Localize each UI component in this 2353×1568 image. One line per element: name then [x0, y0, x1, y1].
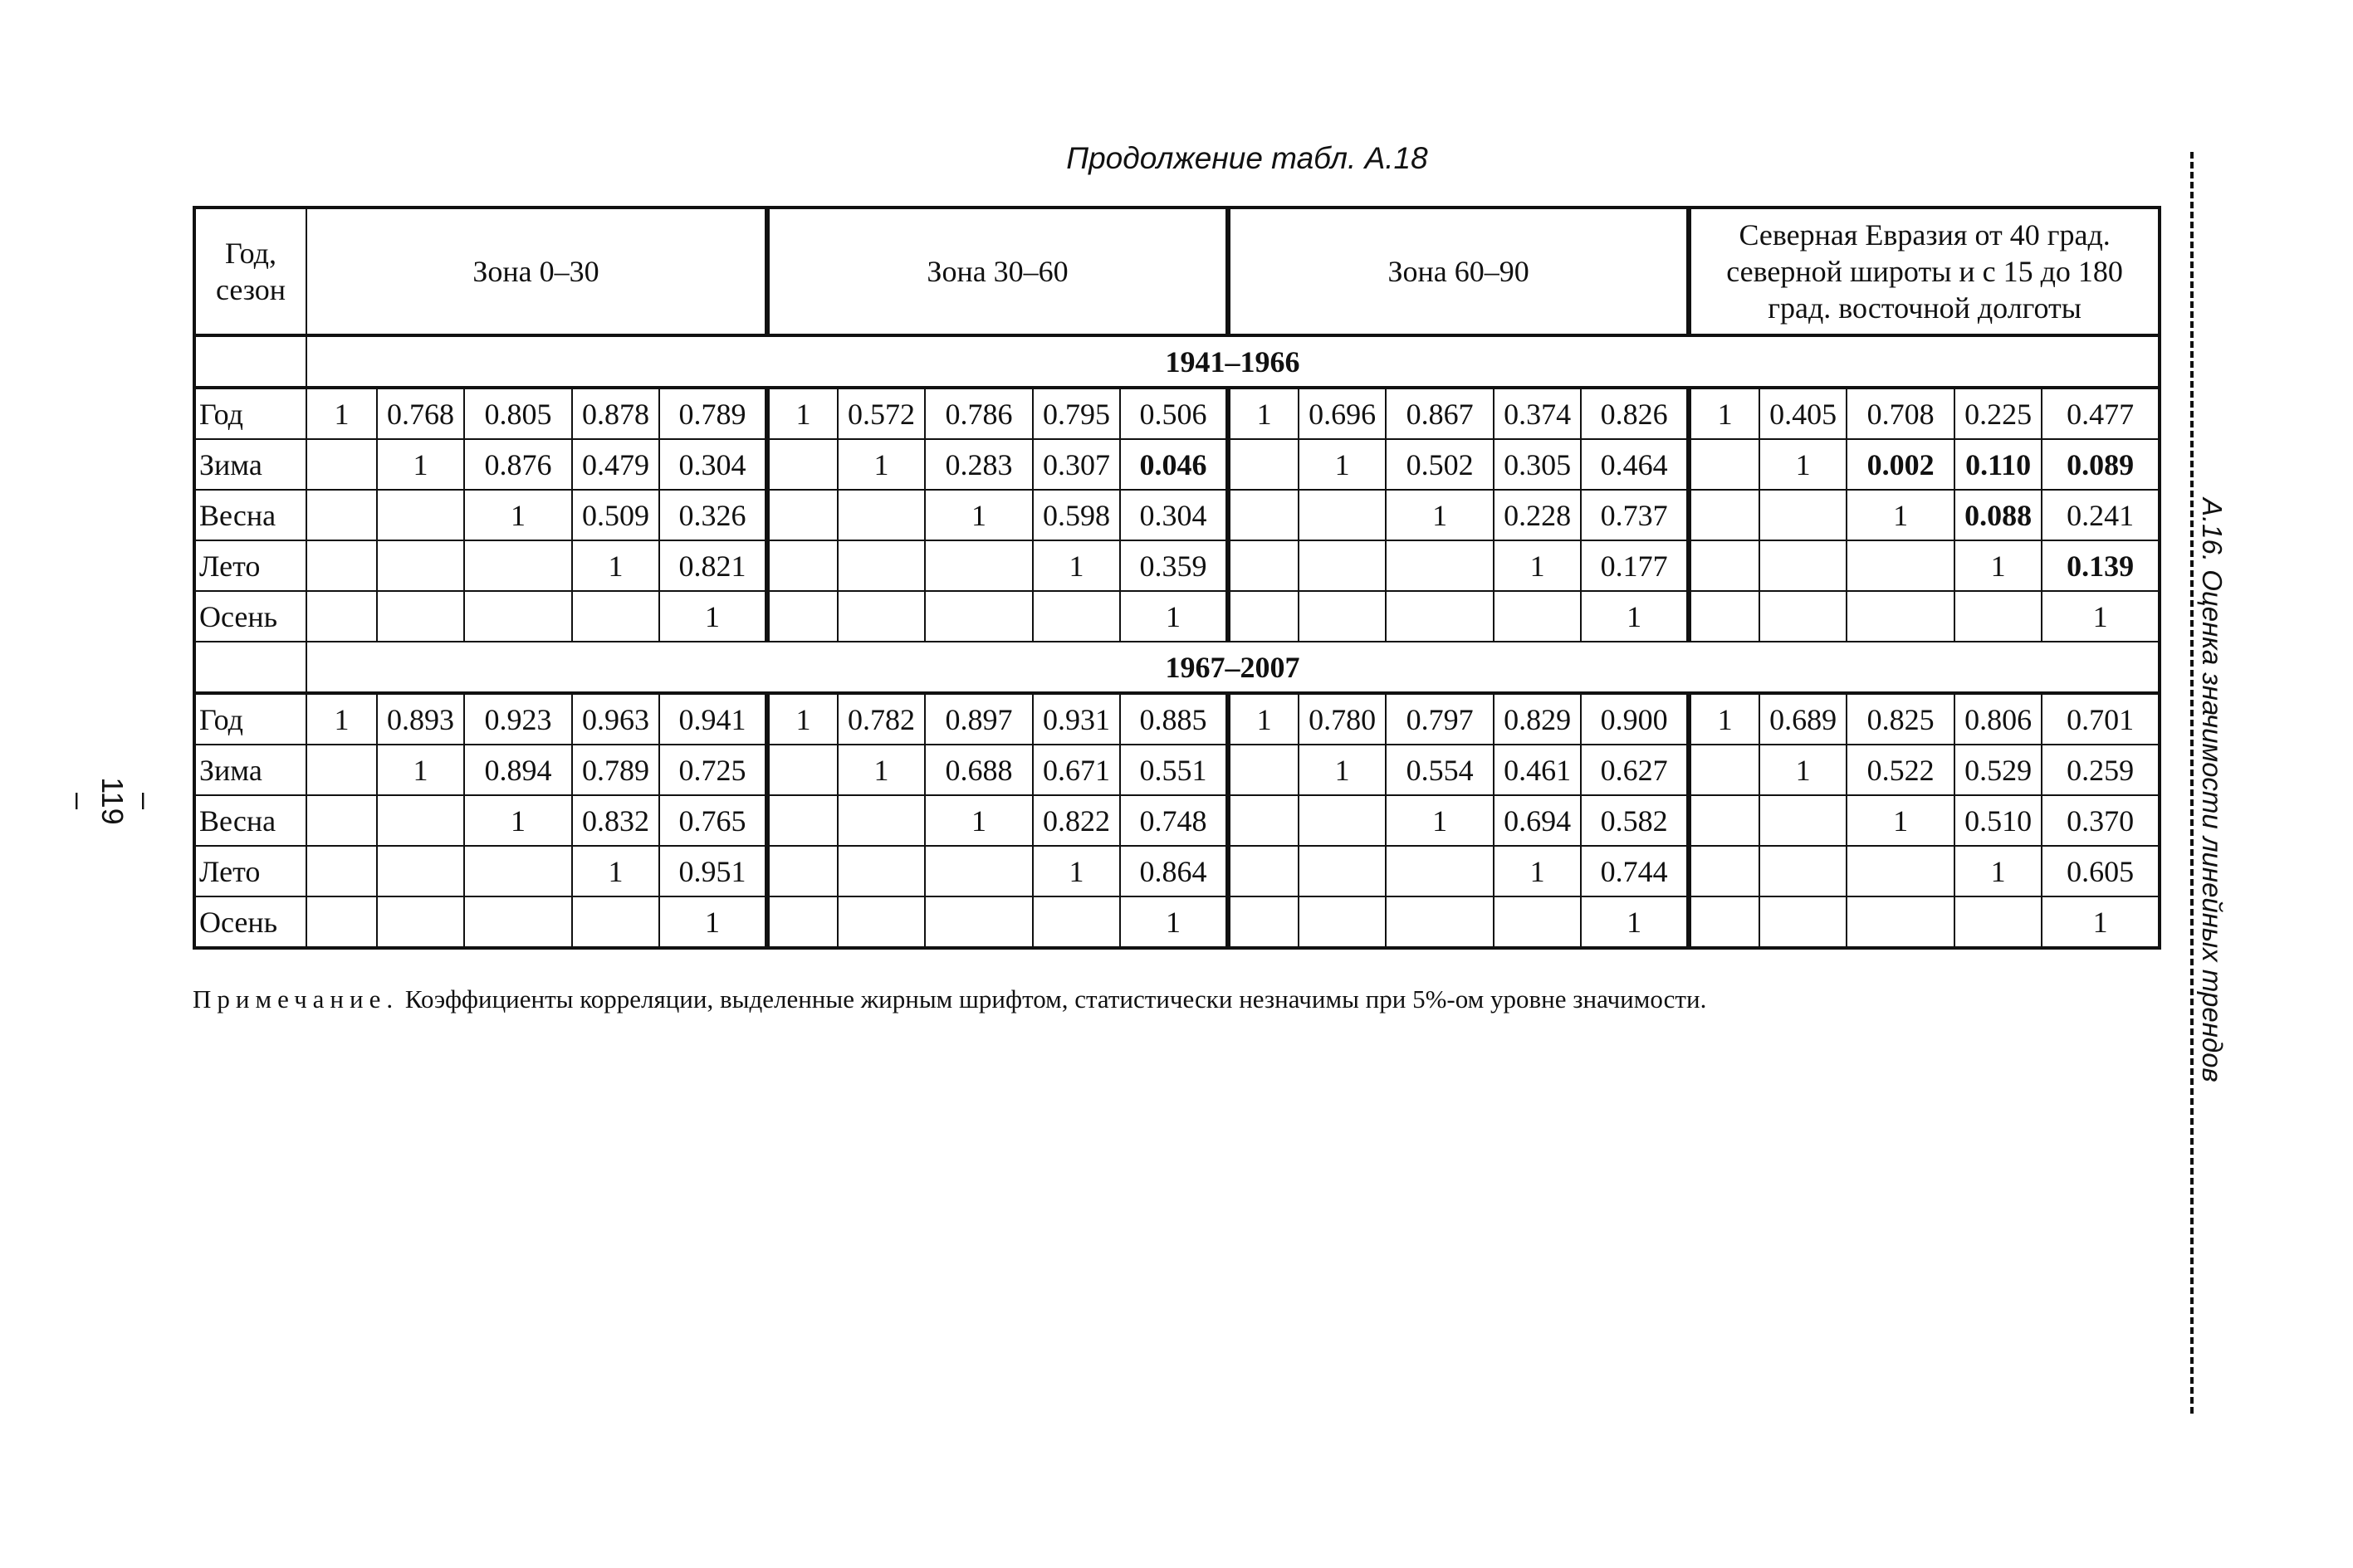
table-row	[194, 490, 2160, 540]
value-cell: 0.307	[1033, 439, 1120, 490]
value-cell	[306, 745, 377, 795]
period-label: 1967–2007	[306, 642, 2160, 693]
value-cell: 1	[306, 388, 377, 439]
value-cell: 1	[1033, 846, 1120, 896]
value-cell: 0.225	[1954, 388, 2042, 439]
value-cell	[767, 490, 838, 540]
value-cell: 0.509	[572, 490, 659, 540]
value-cell	[377, 490, 464, 540]
value-cell: 0.725	[659, 745, 767, 795]
value-cell: 0.522	[1847, 745, 1954, 795]
value-cell: 1	[1759, 745, 1847, 795]
value-cell: 1	[1120, 896, 1228, 948]
correlation-table	[193, 206, 2161, 950]
table-row	[194, 795, 2160, 846]
value-cell	[1299, 795, 1386, 846]
value-cell: 1	[306, 693, 377, 745]
value-cell	[1689, 490, 1759, 540]
value-cell	[464, 896, 572, 948]
zone-header-60-90: Зона 60–90	[1228, 208, 1689, 335]
value-cell	[767, 439, 838, 490]
value-cell: 0.805	[464, 388, 572, 439]
value-cell: 1	[1386, 795, 1494, 846]
value-cell: 0.822	[1033, 795, 1120, 846]
value-cell: 0.821	[659, 540, 767, 591]
value-cell: 0.477	[2042, 388, 2160, 439]
value-cell: 0.304	[1120, 490, 1228, 540]
value-cell	[767, 795, 838, 846]
value-cell	[464, 591, 572, 642]
value-cell: 1	[1386, 490, 1494, 540]
page-number: – 119 –	[62, 777, 163, 825]
value-cell	[306, 896, 377, 948]
value-cell: 0.374	[1494, 388, 1581, 439]
value-cell: 0.893	[377, 693, 464, 745]
value-cell: 0.688	[925, 745, 1033, 795]
period-row	[194, 335, 2160, 388]
value-cell: 1	[1689, 388, 1759, 439]
value-cell: 1	[1228, 693, 1299, 745]
value-cell: 0.894	[464, 745, 572, 795]
value-cell	[1386, 896, 1494, 948]
value-cell: 1	[659, 896, 767, 948]
zone-header-north-eurasia: Северная Евразия от 40 град. северной широты и с 15 до 180 град. восточной долготы	[1689, 208, 2160, 335]
value-cell: 0.829	[1494, 693, 1581, 745]
value-cell	[1689, 439, 1759, 490]
value-cell	[572, 896, 659, 948]
value-cell: 0.502	[1386, 439, 1494, 490]
value-cell: 0.941	[659, 693, 767, 745]
value-cell	[838, 591, 925, 642]
value-cell: 0.510	[1954, 795, 2042, 846]
value-cell	[767, 591, 838, 642]
season-cell: Лето	[194, 540, 306, 591]
value-cell: 0.598	[1033, 490, 1120, 540]
value-cell: 0.110	[1954, 439, 2042, 490]
value-cell	[1299, 846, 1386, 896]
table-row	[194, 693, 2160, 745]
value-cell: 0.876	[464, 439, 572, 490]
page-cut-line	[2190, 152, 2194, 1414]
value-cell: 0.529	[1954, 745, 2042, 795]
value-cell	[1228, 745, 1299, 795]
value-cell: 1	[572, 540, 659, 591]
value-cell	[1228, 490, 1299, 540]
value-cell: 1	[1299, 439, 1386, 490]
value-cell	[1847, 896, 1954, 948]
value-cell: 1	[1847, 795, 1954, 846]
table-row	[194, 896, 2160, 948]
value-cell: 0.089	[2042, 439, 2160, 490]
value-cell	[838, 490, 925, 540]
value-cell: 0.832	[572, 795, 659, 846]
value-cell: 1	[659, 591, 767, 642]
value-cell	[1759, 490, 1847, 540]
value-cell: 0.931	[1033, 693, 1120, 745]
period-blank-cell	[194, 642, 306, 693]
value-cell: 1	[1954, 540, 2042, 591]
value-cell: 0.464	[1581, 439, 1689, 490]
value-cell	[1033, 591, 1120, 642]
value-cell	[1847, 846, 1954, 896]
season-cell: Зима	[194, 439, 306, 490]
value-cell: 0.786	[925, 388, 1033, 439]
value-cell: 0.241	[2042, 490, 2160, 540]
value-cell	[1228, 795, 1299, 846]
value-cell: 0.825	[1847, 693, 1954, 745]
value-cell: 0.797	[1386, 693, 1494, 745]
value-cell: 1	[1228, 388, 1299, 439]
table-row	[194, 745, 2160, 795]
note-text: Коэффициенты корреляции, выделенные жирным шрифтом, статистически незначимы при 5%-ом уровне значимости.	[399, 984, 1707, 1014]
value-cell	[838, 795, 925, 846]
value-cell: 0.951	[659, 846, 767, 896]
value-cell	[1847, 591, 1954, 642]
value-cell	[767, 846, 838, 896]
table-note	[193, 984, 1706, 1014]
value-cell	[1759, 896, 1847, 948]
value-cell: 1	[1581, 591, 1689, 642]
value-cell	[925, 591, 1033, 642]
value-cell: 0.789	[659, 388, 767, 439]
value-cell	[1954, 896, 2042, 948]
value-cell	[838, 540, 925, 591]
value-cell: 1	[925, 490, 1033, 540]
value-cell: 1	[1494, 846, 1581, 896]
value-cell	[1299, 591, 1386, 642]
table-row	[194, 591, 2160, 642]
value-cell: 1	[2042, 591, 2160, 642]
period-blank-cell	[194, 335, 306, 388]
value-cell: 0.671	[1033, 745, 1120, 795]
value-cell	[1689, 540, 1759, 591]
value-cell	[1228, 439, 1299, 490]
value-cell	[1759, 846, 1847, 896]
value-cell	[1689, 846, 1759, 896]
table-row	[194, 388, 2160, 439]
value-cell	[1759, 540, 1847, 591]
value-cell	[377, 846, 464, 896]
value-cell	[1759, 795, 1847, 846]
period-label: 1941–1966	[306, 335, 2160, 388]
value-cell: 0.572	[838, 388, 925, 439]
value-cell: 0.228	[1494, 490, 1581, 540]
value-cell: 0.867	[1386, 388, 1494, 439]
value-cell: 1	[1120, 591, 1228, 642]
table-row	[194, 846, 2160, 896]
season-cell: Лето	[194, 846, 306, 896]
value-cell	[838, 846, 925, 896]
value-cell	[925, 846, 1033, 896]
value-cell	[1759, 591, 1847, 642]
season-cell: Осень	[194, 896, 306, 948]
value-cell: 1	[464, 795, 572, 846]
value-cell	[767, 745, 838, 795]
value-cell: 0.748	[1120, 795, 1228, 846]
value-cell	[1386, 591, 1494, 642]
value-cell: 0.370	[2042, 795, 2160, 846]
value-cell	[1689, 745, 1759, 795]
value-cell: 0.923	[464, 693, 572, 745]
value-cell	[1228, 896, 1299, 948]
value-cell: 0.795	[1033, 388, 1120, 439]
value-cell: 0.744	[1581, 846, 1689, 896]
value-cell: 0.701	[2042, 693, 2160, 745]
season-cell: Осень	[194, 591, 306, 642]
value-cell: 0.479	[572, 439, 659, 490]
value-cell	[464, 540, 572, 591]
value-cell: 0.139	[2042, 540, 2160, 591]
value-cell: 0.554	[1386, 745, 1494, 795]
value-cell: 1	[1494, 540, 1581, 591]
value-cell: 1	[572, 846, 659, 896]
value-cell: 0.696	[1299, 388, 1386, 439]
value-cell: 0.326	[659, 490, 767, 540]
value-cell: 1	[767, 693, 838, 745]
value-cell	[1386, 846, 1494, 896]
value-cell: 1	[838, 745, 925, 795]
value-cell: 0.046	[1120, 439, 1228, 490]
value-cell	[1689, 795, 1759, 846]
value-cell: 1	[1033, 540, 1120, 591]
value-cell: 1	[377, 745, 464, 795]
value-cell: 1	[1689, 693, 1759, 745]
value-cell: 0.359	[1120, 540, 1228, 591]
value-cell: 0.002	[1847, 439, 1954, 490]
value-cell	[767, 540, 838, 591]
value-cell	[306, 540, 377, 591]
value-cell: 0.789	[572, 745, 659, 795]
value-cell: 0.405	[1759, 388, 1847, 439]
value-cell: 0.259	[2042, 745, 2160, 795]
season-cell: Год	[194, 693, 306, 745]
period-row	[194, 642, 2160, 693]
value-cell: 0.826	[1581, 388, 1689, 439]
value-cell	[306, 591, 377, 642]
season-cell: Год	[194, 388, 306, 439]
value-cell: 0.627	[1581, 745, 1689, 795]
value-cell: 1	[2042, 896, 2160, 948]
value-cell: 1	[1954, 846, 2042, 896]
zone-header-30-60: Зона 30–60	[767, 208, 1228, 335]
value-cell	[572, 591, 659, 642]
value-cell	[838, 896, 925, 948]
value-cell: 0.780	[1299, 693, 1386, 745]
value-cell: 1	[1581, 896, 1689, 948]
value-cell	[377, 795, 464, 846]
value-cell: 0.885	[1120, 693, 1228, 745]
value-cell	[1954, 591, 2042, 642]
value-cell	[377, 591, 464, 642]
value-cell	[464, 846, 572, 896]
value-cell: 0.806	[1954, 693, 2042, 745]
value-cell: 0.765	[659, 795, 767, 846]
value-cell: 0.283	[925, 439, 1033, 490]
value-cell	[925, 540, 1033, 591]
value-cell	[1299, 490, 1386, 540]
value-cell	[1386, 540, 1494, 591]
value-cell: 0.900	[1581, 693, 1689, 745]
value-cell: 1	[377, 439, 464, 490]
value-cell: 0.088	[1954, 490, 2042, 540]
table-row	[194, 540, 2160, 591]
value-cell: 1	[925, 795, 1033, 846]
value-cell	[1847, 540, 1954, 591]
value-cell	[1228, 846, 1299, 896]
value-cell	[1689, 591, 1759, 642]
value-cell: 0.304	[659, 439, 767, 490]
value-cell	[1299, 540, 1386, 591]
value-cell: 0.461	[1494, 745, 1581, 795]
value-cell: 1	[464, 490, 572, 540]
value-cell	[377, 540, 464, 591]
value-cell: 1	[1847, 490, 1954, 540]
table-row	[194, 439, 2160, 490]
value-cell: 0.694	[1494, 795, 1581, 846]
value-cell: 0.737	[1581, 490, 1689, 540]
value-cell: 0.878	[572, 388, 659, 439]
season-cell: Зима	[194, 745, 306, 795]
value-cell	[306, 846, 377, 896]
value-cell	[306, 795, 377, 846]
value-cell: 1	[767, 388, 838, 439]
table-caption: Продолжение табл. А.18	[1066, 141, 1428, 175]
value-cell: 0.689	[1759, 693, 1847, 745]
value-cell	[377, 896, 464, 948]
value-cell	[306, 439, 377, 490]
note-lead: Примечание.	[193, 984, 399, 1014]
zone-header-0-30: Зона 0–30	[306, 208, 767, 335]
value-cell: 0.897	[925, 693, 1033, 745]
header-row	[194, 208, 2160, 335]
value-cell	[925, 896, 1033, 948]
value-cell: 0.963	[572, 693, 659, 745]
value-cell	[767, 896, 838, 948]
value-cell: 0.506	[1120, 388, 1228, 439]
season-header: Год, сезон	[194, 208, 306, 335]
value-cell: 0.782	[838, 693, 925, 745]
value-cell: 0.551	[1120, 745, 1228, 795]
value-cell: 0.305	[1494, 439, 1581, 490]
value-cell: 0.605	[2042, 846, 2160, 896]
value-cell: 0.177	[1581, 540, 1689, 591]
value-cell: 0.864	[1120, 846, 1228, 896]
value-cell	[1228, 591, 1299, 642]
value-cell	[1494, 591, 1581, 642]
value-cell: 0.708	[1847, 388, 1954, 439]
value-cell	[306, 490, 377, 540]
season-cell: Весна	[194, 795, 306, 846]
value-cell: 0.582	[1581, 795, 1689, 846]
value-cell	[1299, 896, 1386, 948]
value-cell	[1033, 896, 1120, 948]
value-cell	[1228, 540, 1299, 591]
value-cell	[1689, 896, 1759, 948]
value-cell: 1	[838, 439, 925, 490]
value-cell: 1	[1759, 439, 1847, 490]
season-cell: Весна	[194, 490, 306, 540]
value-cell: 0.768	[377, 388, 464, 439]
value-cell	[1494, 896, 1581, 948]
value-cell: 1	[1299, 745, 1386, 795]
running-title: А.16. Оценка значимости линейных трендов	[2197, 498, 2228, 1082]
